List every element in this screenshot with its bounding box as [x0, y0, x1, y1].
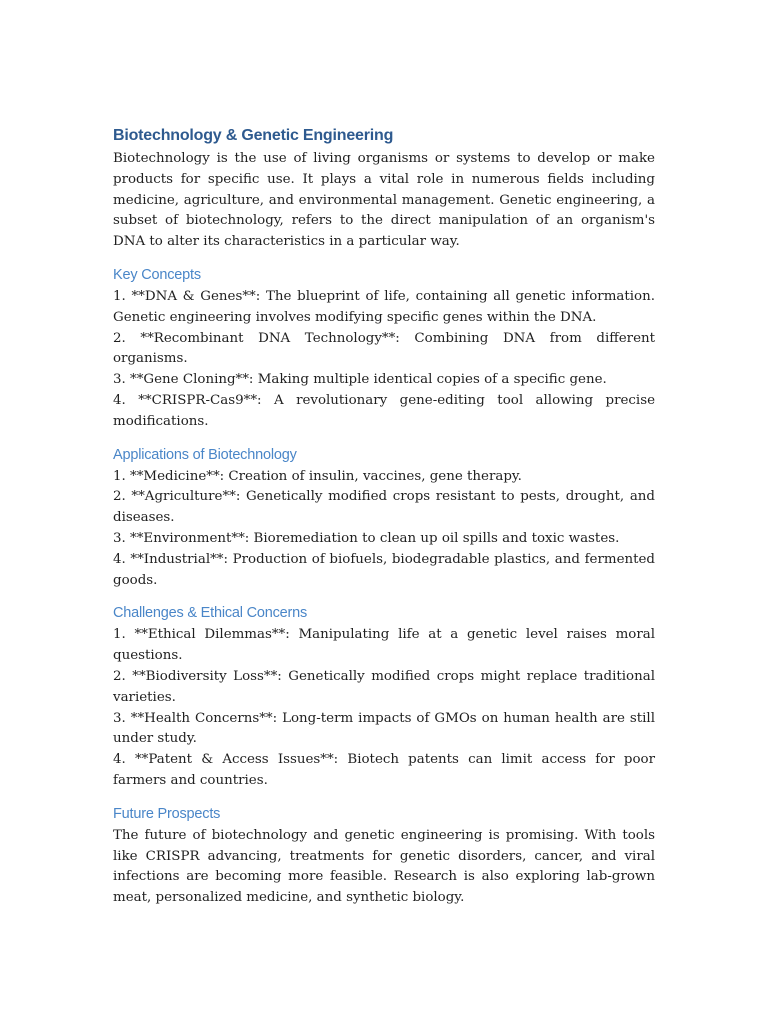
list-item: 4. **Patent & Access Issues**: Biotech patents can limit access for poor farmers and countries.: [113, 752, 655, 788]
key-concepts-heading: Key Concepts: [113, 266, 201, 283]
document-title: Biotechnology & Genetic Engineering: [113, 127, 394, 144]
applications-heading: Applications of Biotechnology: [113, 446, 297, 463]
list-item: 1. **DNA & Genes**: The blueprint of life, containing all genetic information. Genetic engineering involves modifying specific genes within the DNA.: [113, 288, 655, 325]
challenges-list: [113, 625, 655, 791]
applications-list: [113, 467, 655, 592]
future-prospects-paragraph: The future of biotechnology and genetic engineering is promising. With tools like CRISPR advancing, treatments for genetic disorders, cancer, and viral infections are becoming more feasible. Research is also exploring lab-grown meat, personalized medicine, and synthetic biology.: [113, 827, 655, 906]
list-item: 3. **Environment**: Bioremediation to clean up oil spills and toxic wastes.: [113, 530, 620, 546]
list-item: 2. **Biodiversity Loss**: Genetically modified crops might replace traditional varieties.: [113, 668, 655, 705]
challenges-heading: Challenges & Ethical Concerns: [113, 605, 308, 622]
list-item: 2. **Recombinant DNA Technology**: Combining DNA from different organisms.: [113, 330, 655, 367]
list-item: 2. **Agriculture**: Genetically modified crops resistant to pests, drought, and diseases.: [113, 489, 655, 526]
list-item: 4. **CRISPR-Cas9**: A revolutionary gene-editing tool allowing precise modifications.: [113, 392, 655, 429]
key-concepts-list: [113, 287, 655, 433]
list-item: 1. **Ethical Dilemmas**: Manipulating life at a genetic level raises moral questions.: [113, 627, 655, 664]
list-item: 3. **Gene Cloning**: Making multiple identical copies of a specific gene.: [113, 372, 607, 388]
future-prospects-heading: Future Prospects: [113, 805, 221, 822]
list-item: 3. **Health Concerns**: Long-term impacts of GMOs on human health are still under study.: [113, 710, 655, 747]
document-page: [113, 126, 655, 909]
list-item: 1. **Medicine**: Creation of insulin, vaccines, gene therapy.: [113, 468, 522, 484]
intro-paragraph: Biotechnology is the use of living organisms or systems to develop or make products for specific use. It plays a vital role in numerous fields including medicine, agriculture, and environmental management. Genetic engineering, a subset of biotechnology, refers to the direct manipulation of an organism's DNA to alter its characteristics in a particular way.: [113, 151, 655, 250]
list-item: 4. **Industrial**: Production of biofuels, biodegradable plastics, and fermented goods.: [113, 551, 655, 588]
